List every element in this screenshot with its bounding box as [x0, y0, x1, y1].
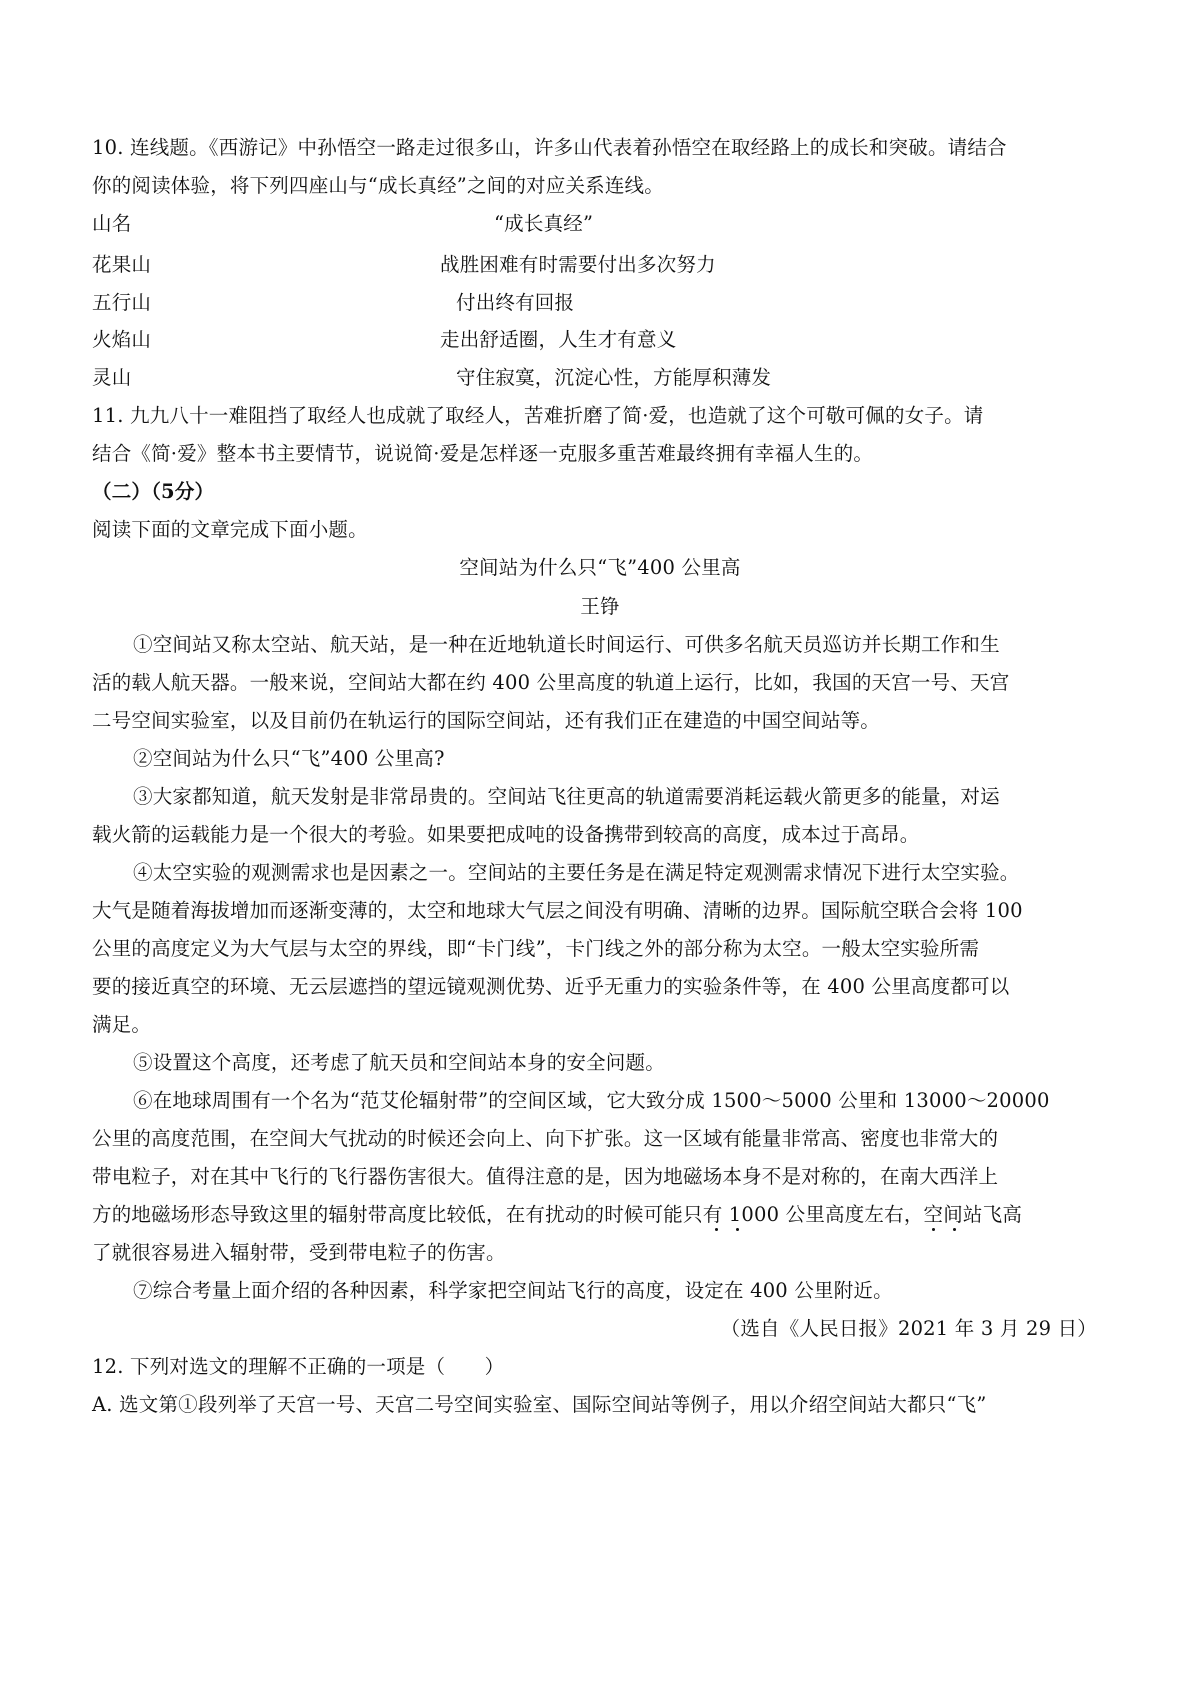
emphasis-dot	[736, 1228, 739, 1231]
mountain-column-header: 山名	[92, 212, 132, 235]
paragraph-3-line: 载火箭的运载能力是一个很大的考验。如果要把成吨的设备携带到较高的高度，成本过于高昂。	[92, 823, 920, 846]
mountain-item: 花果山	[92, 253, 152, 276]
section-instruction: 阅读下面的文章完成下面小题。	[92, 518, 368, 541]
truth-item: 战胜困难有时需要付出多次努力	[440, 253, 716, 276]
q10-line-1: 10. 连线题。《西游记》中孙悟空一路走过很多山，许多山代表着孙悟空在取经路上的成长和突破。请结合	[92, 136, 1007, 159]
truth-item: 守住寂寞，沉淀心性，方能厚积薄发	[456, 366, 772, 389]
truth-column-header: “成长真经”	[494, 212, 594, 235]
mountain-item: 灵山	[92, 366, 132, 389]
section-heading: （二）（5分）	[92, 480, 215, 503]
q11-line-2: 结合《简·爱》整本书主要情节，说说简·爱是怎样逐一克服多重苦难最终拥有幸福人生的。	[92, 442, 874, 465]
paragraph-5: ⑤设置这个高度，还考虑了航天员和空间站本身的安全问题。	[133, 1051, 665, 1074]
q12-option-a: A. 选文第①段列举了天宫一号、天宫二号空间实验室、国际空间站等例子，用以介绍空间站大都只“飞”	[92, 1393, 987, 1416]
paragraph-3-line: ③大家都知道，航天发射是非常昂贵的。空间站飞往更高的轨道需要消耗运载火箭更多的能量，对运	[133, 785, 1000, 808]
emphasis-dot	[932, 1228, 935, 1231]
paragraph-6-line: 了就很容易进入辐射带，受到带电粒子的伤害。	[92, 1241, 506, 1264]
paragraph-4-line: 满足。	[92, 1013, 152, 1036]
article-author: 王铮	[580, 595, 620, 618]
paragraph-2: ②空间站为什么只“飞”400 公里高?	[133, 747, 445, 770]
paragraph-4-line: 公里的高度定义为大气层与太空的界线，即“卡门线”，卡门线之外的部分称为太空。一般太空实验所需	[92, 937, 980, 960]
article-title: 空间站为什么只“飞”400 公里高	[459, 556, 741, 579]
paragraph-4-line: 要的接近真空的环境、无云层遮挡的望远镜观测优势、近乎无重力的实验条件等，在 400 公里高度都可以	[92, 975, 1010, 998]
paragraph-6-line: 带电粒子，对在其中飞行的飞行器伤害很大。值得注意的是，因为地磁场本身不是对称的，在南大西洋上	[92, 1165, 999, 1188]
paragraph-7: ⑦综合考量上面介绍的各种因素，科学家把空间站飞行的高度，设定在 400 公里附近。	[133, 1279, 893, 1302]
q11-line-1: 11. 九九八十一难阻挡了取经人也成就了取经人，苦难折磨了简·爱，也造就了这个可敬可佩的女子。请	[92, 404, 984, 427]
mountain-item: 火焰山	[92, 328, 152, 351]
paragraph-6-line: 公里的高度范围，在空间大气扰动的时候还会向上、向下扩张。这一区域有能量非常高、密度也非常大的	[92, 1127, 999, 1150]
paragraph-4-line: ④太空实验的观测需求也是因素之一。空间站的主要任务是在满足特定观测需求情况下进行太空实验。	[133, 861, 1020, 884]
paragraph-1-line: 活的载人航天器。一般来说，空间站大都在约 400 公里高度的轨道上运行，比如，我国的天宫一号、天宫	[92, 671, 1010, 694]
truth-item: 付出终有回报	[456, 291, 575, 314]
paragraph-4-line: 大气是随着海拔增加而逐渐变薄的，太空和地球大气层之间没有明确、清晰的边界。国际航空联合会将 100	[92, 899, 1023, 922]
emphasis-dot	[715, 1228, 718, 1231]
paragraph-6-line: ⑥在地球周围有一个名为“范艾伦辐射带”的空间区域，它大致分成 1500～5000 公里和 13000～20000	[133, 1089, 1050, 1112]
q10-line-2: 你的阅读体验，将下列四座山与“成长真经”之间的对应关系连线。	[92, 174, 664, 197]
q12-stem: 12. 下列对选文的理解不正确的一项是（ ）	[92, 1355, 505, 1378]
paragraph-6-line: 方的地磁场形态导致这里的辐射带高度比较低，在有扰动的时候可能只有 1000 公里高度左右，空间站飞高	[92, 1203, 1023, 1226]
paragraph-1-line: 二号空间实验室，以及目前仍在轨运行的国际空间站，还有我们正在建造的中国空间站等。	[92, 709, 881, 732]
emphasis-dot	[953, 1228, 956, 1231]
paragraph-1-line: ①空间站又称太空站、航天站，是一种在近地轨道长时间运行、可供多名航天员巡访并长期工作和生	[133, 633, 1000, 656]
mountain-item: 五行山	[92, 291, 152, 314]
article-source: （选自《人民日报》2021 年 3 月 29 日）	[720, 1317, 1097, 1340]
truth-item: 走出舒适圈，人生才有意义	[440, 328, 677, 351]
